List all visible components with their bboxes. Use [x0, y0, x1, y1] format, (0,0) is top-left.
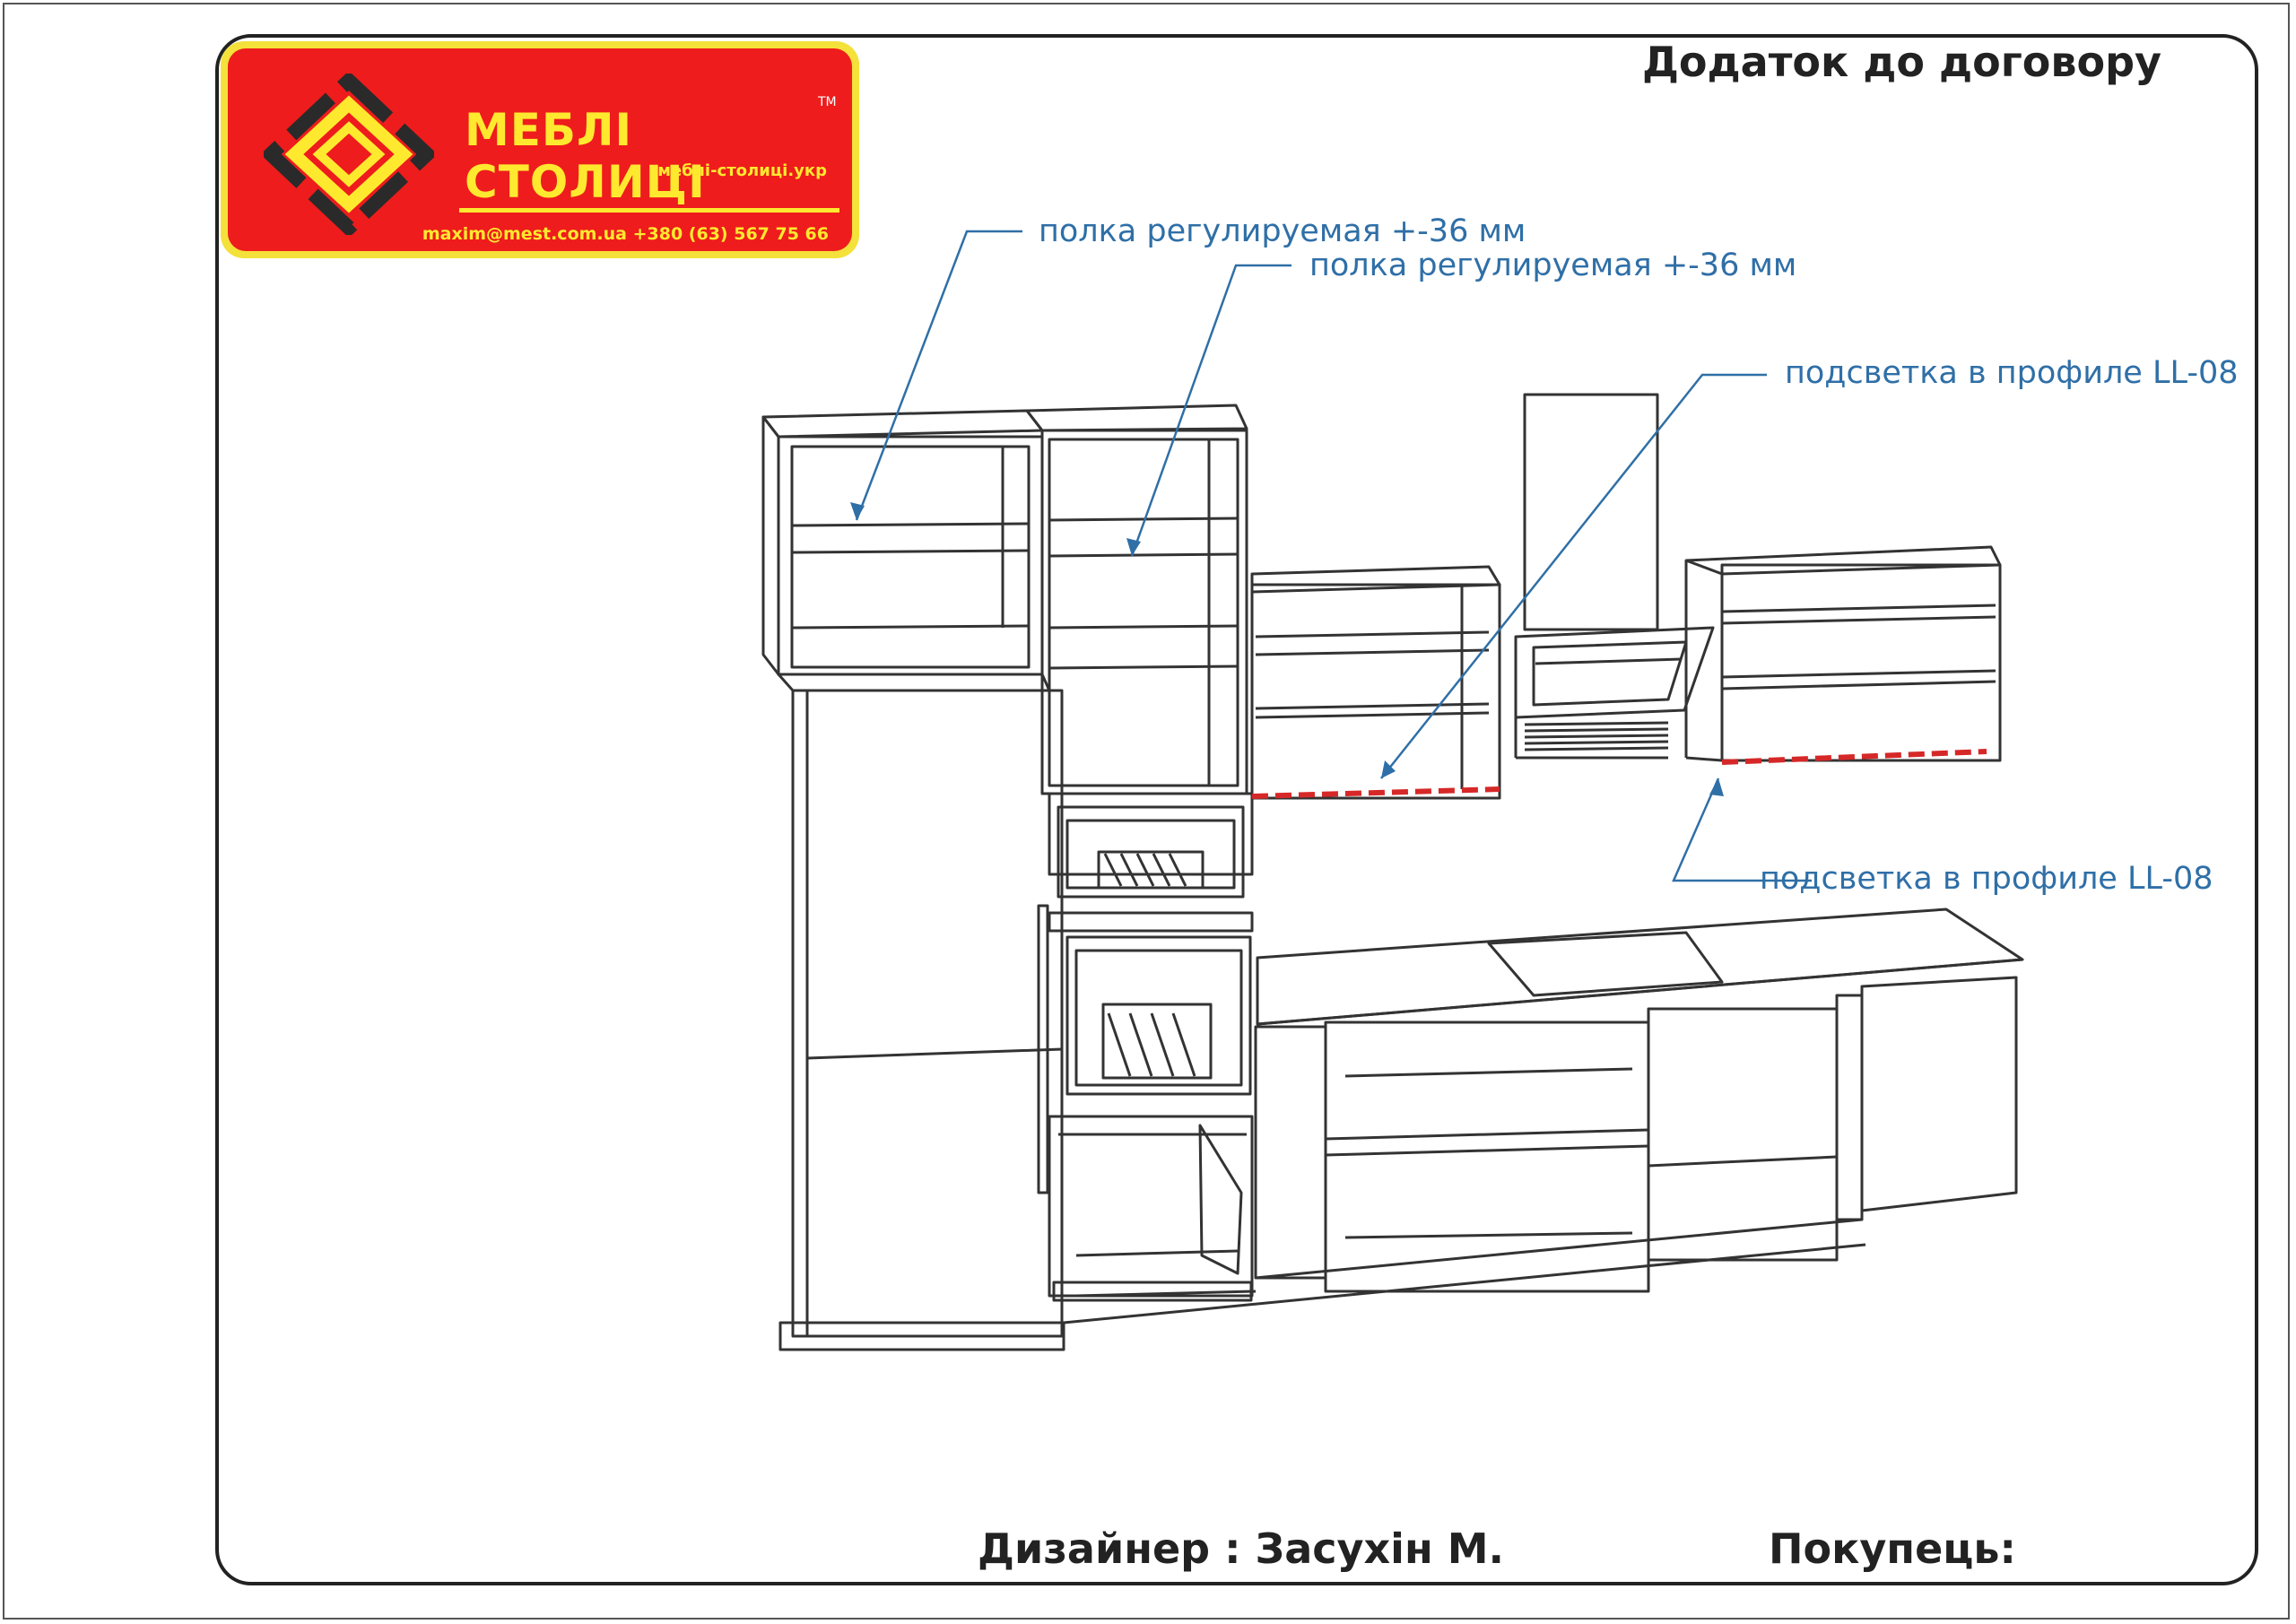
arrow-heads: [850, 502, 1724, 796]
shelf-callout-2: полка регулируемая +-36 мм: [1309, 248, 1797, 283]
brand-website: меблі-столиці.укр: [657, 161, 827, 180]
document-title: Додаток до договору: [1641, 38, 2161, 86]
upper-middle-shelf: [1252, 567, 1500, 798]
lighting-callout-1: подсветка в профиле LL-08: [1785, 355, 2239, 391]
lighting-callout-2: подсветка в профиле LL-08: [1760, 861, 2213, 897]
buyer-signature: Покупець:: [1769, 1524, 2016, 1573]
shelf-callout-1: полка регулируемая +-36 мм: [1039, 213, 1526, 249]
brand-contact: maxim@mest.com.ua +380 (63) 567 75 66: [422, 224, 829, 244]
brand-name: МЕБЛІ СТОЛИЦІ: [465, 104, 706, 208]
cooker-hood: [1516, 395, 1713, 758]
leader-lines: [857, 231, 1812, 881]
upper-left-cabinet: [763, 411, 1042, 674]
upper-second-cabinet: [1027, 405, 1247, 794]
fridge-column: [778, 674, 1064, 1350]
designer-signature: Дизайнер : Засухін М.: [978, 1524, 1504, 1573]
trademark-sign: TM: [818, 95, 837, 109]
oven-column: [1039, 794, 1252, 1300]
upper-right-shelf: [1686, 547, 2000, 760]
